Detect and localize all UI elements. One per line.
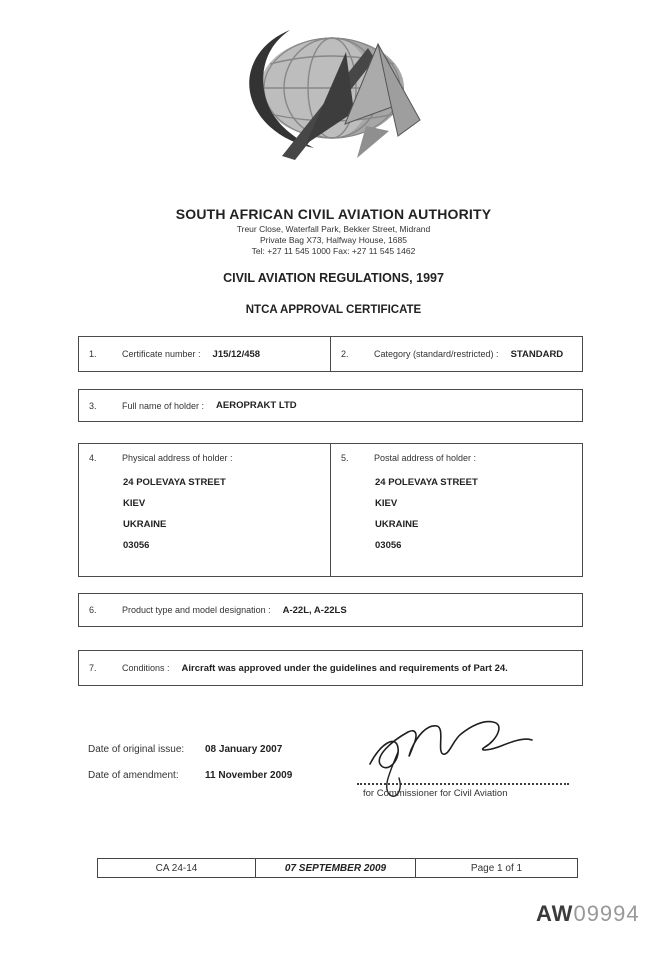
field-label: Full name of holder : (122, 400, 205, 411)
signature-ink-icon (352, 700, 567, 800)
field-value: Aircraft was approved under the guidelines and requirements of Part 24. (181, 662, 508, 674)
field-label: Certificate number : (122, 349, 201, 359)
field-label: Category (standard/restricted) : (374, 349, 499, 359)
address-lines (375, 472, 582, 556)
address-line: 24 POLEVAYA STREET (123, 477, 226, 488)
footer-page-number: Page 1 of 1 (470, 862, 523, 874)
field-value: STANDARD (510, 348, 564, 360)
footer-date: 07 SEPTEMBER 2009 (256, 859, 416, 877)
field-category (330, 336, 583, 372)
field-index: 1. (89, 349, 97, 359)
address-line: UKRAINE (123, 519, 167, 530)
footer-table (97, 858, 578, 878)
field-index: 3. (89, 400, 97, 411)
field-postal-address (330, 443, 583, 577)
address-line: KIEV (375, 498, 398, 509)
address-line: 03056 (375, 540, 402, 551)
amendment-date-label: Date of amendment: (88, 770, 179, 781)
amendment-date-value: 11 November 2009 (205, 770, 293, 781)
serial-prefix: AW (536, 901, 574, 926)
address-lines (123, 472, 330, 556)
field-index: 5. (341, 453, 349, 463)
serial-digits: 09994 (573, 901, 640, 926)
field-label: Physical address of holder : (122, 453, 233, 463)
field-label: Product type and model designation : (122, 605, 271, 615)
authority-address-line: Private Bag X73, Halfway House, 1685 (260, 235, 407, 245)
address-line: KIEV (123, 498, 146, 509)
authority-phone-line: Tel: +27 11 545 1000 Fax: +27 11 545 1462 (251, 246, 416, 256)
field-holder-name (78, 389, 583, 422)
address-line: 24 POLEVAYA STREET (375, 477, 478, 488)
authority-name: SOUTH AFRICAN CIVIL AVIATION AUTHORITY (175, 206, 492, 222)
original-issue-date-value: 08 January 2007 (205, 744, 283, 755)
field-index: 2. (341, 349, 349, 359)
field-index: 4. (89, 453, 97, 463)
authority-address-line: Treur Close, Waterfall Park, Bekker Street, Midrand (236, 224, 431, 234)
field-index: 7. (89, 663, 97, 673)
field-conditions (78, 650, 583, 686)
sacaa-globe-logo-icon (248, 26, 434, 164)
footer-form-number: CA 24-14 (98, 859, 256, 877)
serial-number (536, 901, 640, 927)
field-index: 6. (89, 605, 97, 615)
address-line: UKRAINE (375, 519, 419, 530)
regulations-title: CIVIL AVIATION REGULATIONS, 1997 (223, 271, 444, 285)
signature-caption: for Commissioner for Civil Aviation (363, 788, 508, 799)
field-value: AEROPRAKT LTD (216, 400, 297, 411)
field-physical-address (78, 443, 331, 577)
field-value: J15/12/458 (212, 348, 261, 360)
field-product-type (78, 593, 583, 627)
field-label: Conditions : (122, 663, 170, 673)
address-line: 03056 (123, 540, 150, 551)
certificate-title: NTCA APPROVAL CERTIFICATE (245, 304, 422, 316)
field-certificate-number (78, 336, 331, 372)
original-issue-date-label: Date of original issue: (88, 744, 185, 755)
field-value: A-22L, A-22LS (282, 604, 347, 616)
field-label: Postal address of holder : (374, 453, 477, 463)
